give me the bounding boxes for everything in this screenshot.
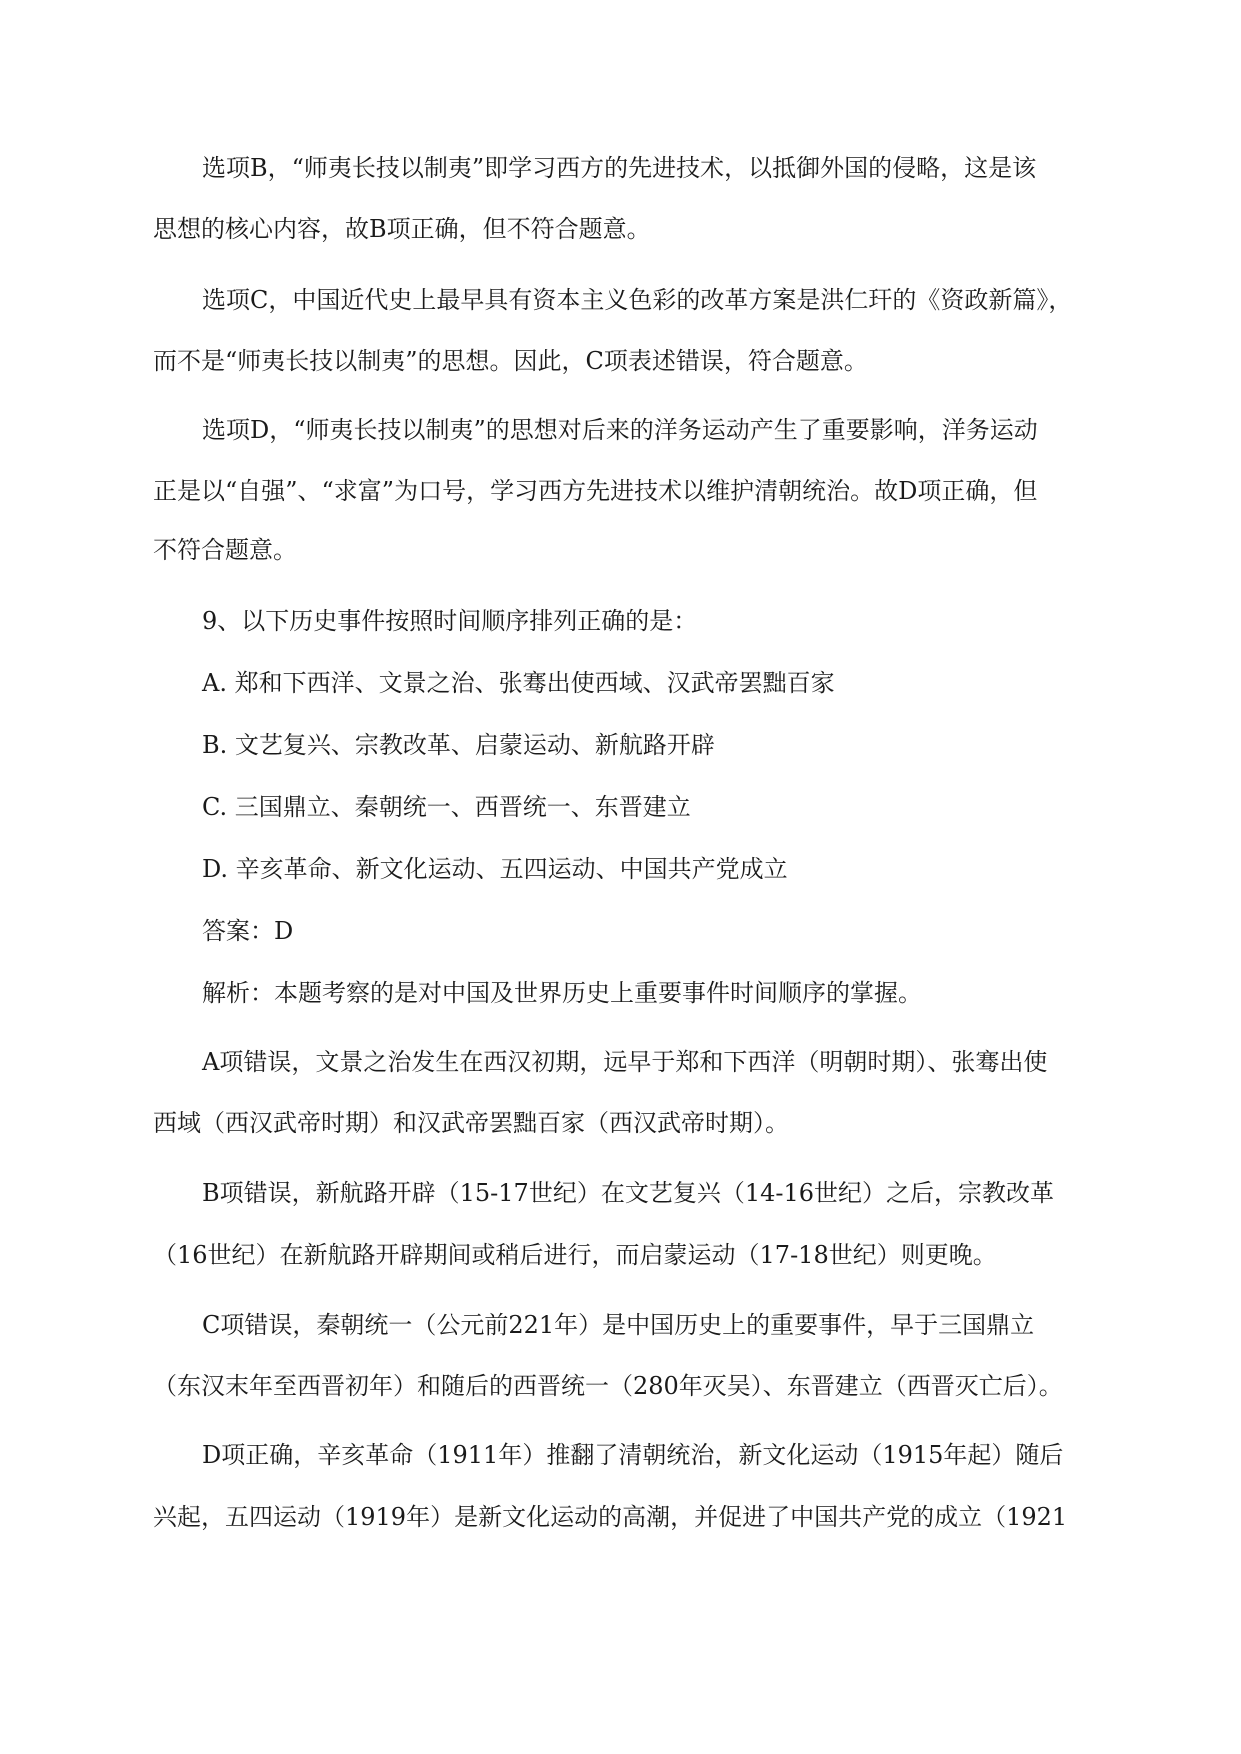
paragraph-option-c-line-1: 选项C，中国近代史上最早具有资本主义色彩的改革方案是洪仁玕的《资政新篇》， [202,286,1073,314]
analysis-a-line-2: 西域（西汉武帝时期）和汉武帝罢黜百家（西汉武帝时期）。 [153,1109,789,1137]
question-9-choice-a: A. 郑和下西洋、文景之治、张骞出使西域、汉武帝罢黜百家 [202,669,835,697]
paragraph-option-b-line-2: 思想的核心内容，故B项正确，但不符合题意。 [153,215,651,243]
analysis-c-line-1: C项错误，秦朝统一（公元前221年）是中国历史上的重要事件，早于三国鼎立 [202,1311,1035,1339]
analysis-b-line-1: B项错误，新航路开辟（15-17世纪）在文艺复兴（14-16世纪）之后，宗教改革 [202,1179,1055,1207]
analysis-intro: 解析：本题考察的是对中国及世界历史上重要事件时间顺序的掌握。 [202,979,922,1007]
paragraph-option-d-line-2: 正是以“自强”、“求富”为口号，学习西方先进技术以维护清朝统治。故D项正确，但 [153,477,1038,505]
analysis-c-line-2: （东汉末年至西晋初年）和随后的西晋统一（280年灭吴）、东晋建立（西晋灭亡后）。 [153,1372,1063,1400]
question-9-choice-b: B. 文艺复兴、宗教改革、启蒙运动、新航路开辟 [202,731,715,759]
answer-line: 答案：D [202,917,294,945]
analysis-b-line-2: （16世纪）在新航路开辟期间或稍后进行，而启蒙运动（17-18世纪）则更晚。 [153,1241,997,1269]
paragraph-option-c-line-2: 而不是“师夷长技以制夷”的思想。因此，C项表述错误，符合题意。 [153,347,868,375]
analysis-d-line-2: 兴起，五四运动（1919年）是新文化运动的高潮，并促进了中国共产党的成立（1921 [153,1503,1068,1531]
question-9-choice-d: D. 辛亥革命、新文化运动、五四运动、中国共产党成立 [202,855,788,883]
paragraph-option-b-line-1: 选项B，“师夷长技以制夷”即学习西方的先进技术，以抵御外国的侵略，这是该 [202,154,1037,182]
paragraph-option-d-line-1: 选项D，“师夷长技以制夷”的思想对后来的洋务运动产生了重要影响，洋务运动 [202,416,1038,444]
question-9-choice-c: C. 三国鼎立、秦朝统一、西晋统一、东晋建立 [202,793,691,821]
paragraph-option-d-line-3: 不符合题意。 [153,536,297,564]
question-9-stem: 9、以下历史事件按照时间顺序排列正确的是： [202,607,698,635]
analysis-a-line-1: A项错误，文景之治发生在西汉初期，远早于郑和下西洋（明朝时期）、张骞出使 [202,1048,1048,1076]
analysis-d-line-1: D项正确，辛亥革命（1911年）推翻了清朝统治，新文化运动（1915年起）随后 [202,1441,1064,1469]
